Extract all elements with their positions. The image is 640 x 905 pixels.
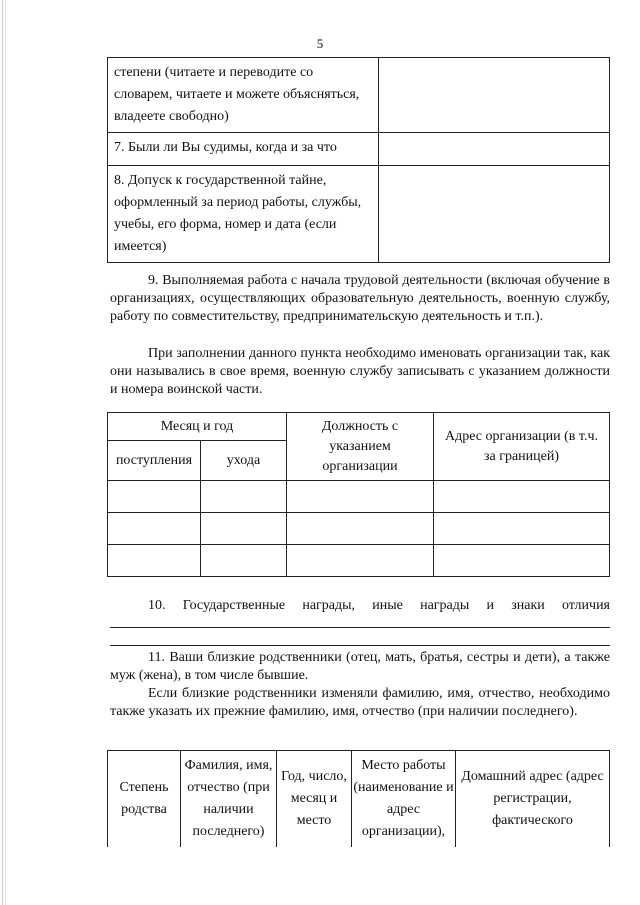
- table-row: [108, 166, 610, 263]
- table-cell[interactable]: [287, 481, 434, 513]
- header-birth: Год, число, месяц и место: [277, 751, 352, 847]
- question-label: 8. Допуск к государственной тайне, оформленный за период работы, службы, учебы, его форма, номер и дата (если имеется): [108, 166, 379, 263]
- section-10-text: 10. Государственные награды, иные награды и знаки отличия: [148, 598, 610, 613]
- answer-cell[interactable]: [379, 58, 610, 133]
- page-number: 5: [316, 36, 324, 51]
- header-relation: Степень родства: [108, 751, 181, 847]
- section-9-note: При заполнении данного пункта необходимо именовать организации так, как они назывались в свое время, военную службу записывать с указанием должности и номера воинской части.: [110, 346, 610, 397]
- section-11-note: Если близкие родственники изменяли фамилию, имя, отчество, необходимо также указать их прежние фамилию, имя, отчество (при наличии последнего).: [110, 686, 610, 719]
- scan-edge: [5, 0, 6, 905]
- table-row: [108, 133, 610, 166]
- answer-cell[interactable]: [379, 133, 610, 166]
- table-cell[interactable]: [201, 545, 287, 577]
- header-home-address: Домашний адрес (адрес регистрации, фактического: [456, 751, 610, 847]
- work-history-table: [107, 412, 610, 577]
- questionnaire-table: [107, 57, 610, 263]
- table-cell[interactable]: [287, 513, 434, 545]
- table-header-row: [108, 751, 610, 847]
- table-cell[interactable]: [201, 513, 287, 545]
- table-row: [108, 513, 610, 545]
- answer-line[interactable]: [110, 627, 610, 628]
- header-end: ухода: [201, 441, 287, 481]
- table-row: [108, 58, 610, 133]
- question-label: степени (читаете и переводите со словарем, читаете и можете объясняться, владеете свободно): [108, 58, 379, 133]
- table-cell[interactable]: [108, 545, 201, 577]
- table-cell[interactable]: [434, 481, 610, 513]
- table-cell[interactable]: [434, 545, 610, 577]
- section-11-text: 11. Ваши близкие родственники (отец, мать, братья, сестры и дети), а также муж (жена), в том числе бывшие.: [110, 650, 610, 683]
- table-row: [108, 481, 610, 513]
- header-workplace: Место работы (наименование и адрес организации),: [352, 751, 456, 847]
- table-cell[interactable]: [201, 481, 287, 513]
- relatives-table: [107, 750, 610, 847]
- table-cell[interactable]: [287, 545, 434, 577]
- header-full-name: Фамилия, имя, отчество (при наличии последнего): [181, 751, 277, 847]
- table-cell[interactable]: [108, 481, 201, 513]
- table-cell[interactable]: [108, 513, 201, 545]
- header-position: Должность с указанием организации: [287, 413, 434, 481]
- header-start: поступления: [108, 441, 201, 481]
- answer-cell[interactable]: [379, 166, 610, 263]
- table-header-row: [108, 413, 610, 441]
- scan-edge: [2, 0, 3, 905]
- header-month-year: Месяц и год: [108, 413, 287, 441]
- question-label: 7. Были ли Вы судимы, когда и за что: [108, 133, 379, 166]
- answer-line[interactable]: [110, 645, 610, 646]
- table-row: [108, 545, 610, 577]
- header-address: Адрес организации (в т.ч. за границей): [434, 413, 610, 481]
- table-cell[interactable]: [434, 513, 610, 545]
- section-9-text: 9. Выполняемая работа с начала трудовой деятельности (включая обучение в организациях, осуществляющих образовательную деятельность, военную службу, работу по совместительству, предпринимательскую деятельность и т.п.).: [110, 273, 610, 324]
